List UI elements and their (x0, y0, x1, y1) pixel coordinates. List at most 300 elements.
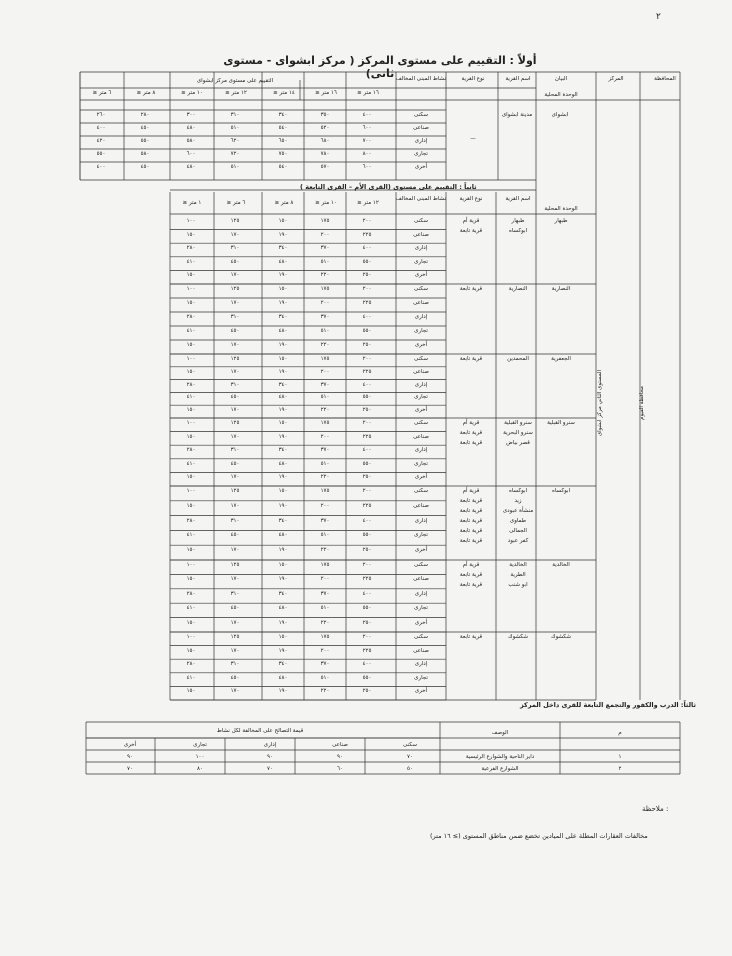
village-value: ٢٨٠ (186, 381, 196, 388)
page-mark: ٢ (656, 12, 661, 22)
village-value: ١٩٠ (278, 342, 288, 348)
header-eval-center: التقييم على مستوى مركز ابشواى (196, 78, 274, 84)
village-value: ١٩٠ (278, 300, 288, 306)
village-value: ١٧٠ (230, 576, 240, 583)
village-value: ٥٥٠ (362, 460, 372, 467)
village-value: ١٥٠ (186, 576, 196, 583)
center-village-type: — (470, 136, 476, 142)
village-activity: تجارى (414, 258, 428, 265)
village-value: ٢٢٠ (320, 474, 330, 481)
village-value: ١٥٠ (186, 433, 196, 440)
center-row-value: ٧٥٠ (278, 151, 288, 157)
village-value: ٥١٠ (320, 328, 330, 334)
village-value: ٣١٠ (230, 590, 240, 597)
village-activity: تجارى (414, 605, 428, 612)
village-value: ١٢٥ (230, 634, 240, 640)
bottom-row-value: ٨٠ (197, 766, 203, 772)
village-activity: سكنى (414, 286, 428, 292)
bottom-sub-col: أخرى (123, 742, 137, 748)
village-activity: أخرى (414, 547, 428, 554)
village-value: ٥١٠ (320, 674, 330, 681)
village-unit: الجعفرية (551, 356, 571, 362)
village-value: ٢٢٠ (320, 547, 330, 554)
center-local-unit: مدينة ابشواى (501, 112, 533, 118)
village-value: ٥٥٠ (362, 394, 372, 401)
center-row-value: ٧٠٠ (362, 138, 372, 144)
village-value: ١٧٥ (320, 420, 330, 426)
village-type: قرية تابعة (459, 430, 483, 436)
village-type: قرية أم (462, 218, 480, 224)
village-value: ٤٥٠ (230, 258, 240, 265)
header-village-name: اسم القرية (505, 76, 531, 82)
village-value: ٢٢٥ (362, 576, 372, 583)
village-value: ٢٢٥ (362, 231, 372, 238)
village-value: ٤٠٠ (362, 245, 372, 252)
village-activity: تجارى (414, 674, 428, 681)
village-value: ٥٥٠ (362, 674, 372, 681)
village-value: ٤٨٠ (278, 460, 288, 467)
village-value: ٢٠٠ (362, 286, 372, 292)
village-header-name: اسم القرية (505, 196, 531, 202)
village-value: ١٩٠ (278, 272, 288, 279)
village-activity: إدارى (414, 447, 428, 454)
village-value: ١٧٥ (320, 286, 330, 292)
village-value: ٤٥٠ (230, 328, 240, 334)
village-value: ١٩٠ (278, 368, 288, 375)
center-row-value: ٢٨٠ (140, 112, 150, 118)
village-value: ٣١٠ (230, 245, 240, 252)
village-value: ١٢٥ (230, 562, 240, 568)
village-name: سنرو البحرية (503, 430, 533, 436)
center-row-value: ٥٤٠ (278, 125, 288, 131)
bottom-sub-col: تجارى (193, 742, 207, 748)
village-value: ٣١٠ (230, 314, 240, 320)
village-type: قرية أم (462, 562, 480, 568)
village-value: ٥١٠ (320, 532, 330, 539)
center-row-value: ٦٨٠ (320, 138, 330, 144)
village-name: ابوكساه (509, 488, 527, 494)
village-value: ١٥٠ (278, 420, 288, 426)
center-row-value: ٤٠٠ (96, 164, 106, 170)
bottom-row-value: ٩٠ (127, 754, 133, 760)
village-value: ٥٥٠ (362, 328, 372, 334)
village-value: ٢٨٠ (186, 245, 196, 252)
village-activity: تجارى (414, 460, 428, 467)
village-value: ٢٥٠ (362, 342, 372, 348)
village-value: ٤١٠ (186, 394, 196, 401)
village-value: ٣١٠ (230, 517, 240, 524)
village-activity: صناعى (413, 231, 429, 238)
center-col-header: ≥ ٦ متر (92, 90, 112, 96)
village-value: ١٢٥ (230, 488, 240, 494)
village-value: ١٥٠ (186, 688, 196, 695)
village-value: ١٠٠ (186, 562, 196, 568)
center-row-value: ٤٢٠ (96, 138, 106, 144)
village-type: قرية تابعة (459, 518, 483, 524)
village-value: ١٧٠ (230, 619, 240, 626)
bottom-row-value: ٧٠ (407, 754, 413, 760)
center-row-activity: صناعى (413, 125, 429, 131)
village-header-type: نوع القرية (459, 196, 483, 202)
village-value: ٢٥٠ (362, 688, 372, 695)
bottom-row-value: ٧٠ (267, 766, 273, 772)
village-value: ١٠٠ (186, 286, 196, 292)
village-name: النصارية (508, 286, 528, 292)
village-value: ٣٧٠ (320, 447, 330, 454)
village-value: ٤٥٠ (230, 460, 240, 467)
center-row-value: ٦٥٠ (278, 138, 288, 144)
village-value: ١٥٠ (186, 474, 196, 481)
center-row-value: ٤٥٠ (140, 125, 150, 131)
center-row-activity: تجارى (414, 151, 428, 157)
header-local-unit: الوحدة المحلية (544, 92, 578, 98)
village-value: ١٥٠ (278, 634, 288, 640)
village-value: ١٥٠ (186, 547, 196, 554)
center-row-value: ٤٨٠ (186, 125, 196, 131)
village-value: ٣٤٠ (278, 517, 288, 524)
village-value: ١٢٥ (230, 420, 240, 426)
village-value: ١٩٠ (278, 547, 288, 554)
village-value: ١٩٠ (278, 647, 288, 654)
center-row-value: ٤٨٠ (186, 164, 196, 170)
village-name: سنرو القبلية (504, 420, 532, 426)
village-value: ٣١٠ (230, 661, 240, 668)
village-activity: إدارى (414, 590, 428, 597)
center-col-header: ≥ ١٢ متر (225, 90, 247, 96)
village-value: ٢٠٠ (362, 634, 372, 640)
village-activity: إدارى (414, 517, 428, 524)
village-value: ٣٤٠ (278, 661, 288, 668)
village-value: ٢٢٥ (362, 433, 372, 440)
village-value: ١٥٠ (186, 502, 196, 509)
village-value: ١٥٠ (186, 272, 196, 279)
village-value: ٢٠٠ (362, 356, 372, 362)
village-value: ١٠٠ (186, 488, 196, 494)
village-value: ١٧٥ (320, 562, 330, 568)
village-value: ١٥٠ (186, 407, 196, 414)
village-activity: أخرى (414, 342, 428, 348)
village-value: ٤١٠ (186, 605, 196, 612)
village-type: قرية تابعة (459, 572, 483, 578)
center-row-value: ٣٤٠ (278, 112, 288, 118)
center-row-value: ٥١٠ (230, 125, 240, 131)
village-value: ٤٠٠ (362, 447, 372, 454)
village-value: ٢٢٥ (362, 502, 372, 509)
center-row-value: ٤٠٠ (362, 112, 372, 118)
center-row-value: ٣١٠ (230, 112, 240, 118)
bottom-sub-col: سكنى (403, 742, 417, 748)
village-value: ٢٥٠ (362, 619, 372, 626)
village-activity: سكنى (414, 488, 428, 494)
village-value: ٢٢٠ (320, 619, 330, 626)
note-label: ملاحظة : (642, 805, 669, 813)
village-col-header: ≥ ١ متر (182, 200, 202, 206)
village-value: ٥١٠ (320, 460, 330, 467)
village-value: ٥٥٠ (362, 532, 372, 539)
village-value: ١٩٠ (278, 231, 288, 238)
village-value: ١٧٠ (230, 368, 240, 375)
village-value: ١٧٠ (230, 272, 240, 279)
village-value: ١٧٥ (320, 634, 330, 640)
village-value: ٢٨٠ (186, 661, 196, 668)
village-value: ١٥٠ (186, 342, 196, 348)
village-activity: إدارى (414, 661, 428, 668)
village-value: ٤١٠ (186, 674, 196, 681)
village-value: ٥١٠ (320, 394, 330, 401)
village-value: ٤٨٠ (278, 328, 288, 334)
village-value: ٣٧٠ (320, 590, 330, 597)
bottom-row-value: ١٠٠ (195, 754, 205, 760)
village-type: قرية تابعة (459, 508, 483, 514)
village-col-header: ≥ ١٢ متر (357, 200, 379, 206)
center-row-value: ٨٠٠ (362, 151, 372, 157)
village-value: ١٧٠ (230, 502, 240, 509)
village-name: قصر بياض (506, 440, 530, 446)
village-value: ٣٧٠ (320, 661, 330, 668)
center-row-value: ٤٥٠ (140, 164, 150, 170)
bottom-row-desc: داير الناحية والشوارع الرئيسية (465, 754, 535, 760)
village-value: ١٧٠ (230, 547, 240, 554)
center-row-value: ٥١٠ (230, 164, 240, 170)
center-row-activity: سكنى (414, 112, 428, 118)
header-statement: البيان (554, 76, 568, 82)
bottom-col-num: م (618, 730, 622, 736)
village-value: ٤١٠ (186, 258, 196, 265)
village-value: ٢٢٥ (362, 647, 372, 654)
center-col-header: ≥ ٨ متر (136, 90, 156, 96)
village-value: ١٥٠ (186, 300, 196, 306)
village-value: ٣٧٠ (320, 517, 330, 524)
village-type: قرية تابعة (459, 528, 483, 534)
village-value: ١٧٠ (230, 688, 240, 695)
village-activity: صناعى (413, 368, 429, 375)
village-name: زيد (514, 498, 522, 504)
village-value: ١٠٠ (186, 356, 196, 362)
village-header-unit: الوحدة المحلية (544, 206, 578, 212)
village-value: ١٧٠ (230, 647, 240, 654)
village-name: كفر عبود (507, 538, 529, 544)
center-row-value: ٥٨٠ (140, 151, 150, 157)
center-row-value: ٦٢٠ (230, 138, 240, 144)
village-col-header: ≥ ١٠ متر (315, 200, 337, 206)
village-value: ٢٨٠ (186, 590, 196, 597)
village-value: ٢٨٠ (186, 447, 196, 454)
village-value: ٤٥٠ (230, 394, 240, 401)
village-type: قرية تابعة (459, 356, 483, 362)
village-name: المحمدين (507, 356, 529, 362)
village-type: قرية تابعة (459, 286, 483, 292)
village-value: ٢٠٠ (362, 488, 372, 494)
center-row-value: ٥٨٠ (186, 138, 196, 144)
village-name: طماوى (509, 518, 527, 524)
village-activity: صناعى (413, 300, 429, 306)
village-value: ٢٠٠ (320, 647, 330, 654)
village-activity: سكنى (414, 420, 428, 426)
village-value: ٤٨٠ (278, 605, 288, 612)
village-unit: سنرو القبلية (547, 420, 575, 426)
center-row-value: ٣٥٠ (320, 112, 330, 118)
header-governorate: المحافظة (654, 76, 676, 82)
village-value: ٤٠٠ (362, 661, 372, 668)
center-row-value: ٧٢٠ (230, 151, 240, 157)
village-value: ٤٨٠ (278, 394, 288, 401)
village-activity: سكنى (414, 356, 428, 362)
village-value: ٢٢٠ (320, 407, 330, 414)
village-value: ٣٤٠ (278, 447, 288, 454)
village-value: ١٥٠ (278, 488, 288, 494)
village-value: ٢٠٠ (362, 420, 372, 426)
bottom-col-desc: الوصف (491, 730, 509, 736)
village-activity: تجارى (414, 532, 428, 539)
center-row-value: ٧٨٠ (320, 151, 330, 157)
village-value: ١٧٠ (230, 300, 240, 306)
village-unit: شكشوك (551, 634, 571, 640)
village-value: ١٧٠ (230, 474, 240, 481)
vertical-center: المستوى الثاني مركز ابشواى (597, 369, 603, 437)
village-value: ٢٠٠ (362, 218, 372, 224)
village-value: ١٥٠ (278, 356, 288, 362)
village-activity: صناعى (413, 647, 429, 654)
village-value: ١٥٠ (278, 218, 288, 224)
village-unit: الخالدية (552, 562, 570, 568)
village-name: الخالدية (509, 562, 527, 568)
village-value: ١٩٠ (278, 576, 288, 583)
village-unit: طبهار (554, 218, 568, 224)
village-value: ٣١٠ (230, 447, 240, 454)
village-type: قرية تابعة (459, 498, 483, 504)
village-value: ٢٠٠ (320, 300, 330, 306)
center-row-activity: إدارى (414, 138, 428, 144)
center-row-value: ٥٥٠ (96, 151, 106, 157)
section2-title: ثانياً : التقييم على مستوى (القرى الأم – القرى التابعة ) (300, 183, 477, 191)
village-value: ٢٠٠ (320, 231, 330, 238)
village-value: ٤٨٠ (278, 258, 288, 265)
village-name: منشأة عبودى (502, 508, 534, 514)
center-village: ابشواى (551, 112, 569, 118)
village-value: ١٧٥ (320, 218, 330, 224)
village-value: ١٢٥ (230, 218, 240, 224)
village-activity: أخرى (414, 688, 428, 695)
village-value: ٥١٠ (320, 605, 330, 612)
village-name: الطرية (510, 572, 526, 578)
village-value: ٤٥٠ (230, 674, 240, 681)
village-activity: إدارى (414, 314, 428, 320)
center-row-value: ٥٤٠ (278, 164, 288, 170)
center-row-value: ٥٧٠ (320, 164, 330, 170)
village-value: ٢٨٠ (186, 314, 196, 320)
village-type: قرية تابعة (459, 634, 483, 640)
village-value: ١٧٥ (320, 356, 330, 362)
center-row-activity: أخرى (414, 164, 428, 170)
header-village-type: نوع القرية (461, 76, 485, 82)
bottom-row-num: ٢ (618, 766, 622, 772)
page-title: أولاً : التقييم على مستوى المركز ( مركز ابشواى - مستوى ثانى) (223, 54, 537, 80)
village-name: الجمالى (509, 528, 527, 534)
bottom-row-value: ٦٠ (337, 766, 343, 772)
village-value: ١٧٠ (230, 231, 240, 238)
village-value: ٣٤٠ (278, 590, 288, 597)
center-col-header: ≥ ١٦ متر (357, 90, 379, 96)
village-value: ٤٥٠ (230, 532, 240, 539)
bottom-sub-col: إدارى (263, 742, 277, 748)
village-value: ٢٥٠ (362, 474, 372, 481)
header-activity: نشاط المبنى المخالف (396, 76, 446, 82)
village-value: ١٠٠ (186, 218, 196, 224)
village-value: ١٧٠ (230, 342, 240, 348)
village-value: ٢٠٠ (362, 562, 372, 568)
village-value: ٢٨٠ (186, 517, 196, 524)
village-name: طبهار (511, 218, 525, 224)
village-value: ٣٤٠ (278, 381, 288, 388)
village-activity: إدارى (414, 245, 428, 252)
village-unit: ابوكساه (552, 488, 570, 494)
center-row-value: ٦٠٠ (186, 151, 196, 157)
village-value: ١٩٠ (278, 502, 288, 509)
bottom-sub-col: صناعى (332, 742, 348, 748)
village-value: ٤٠٠ (362, 381, 372, 388)
village-header-activity: نشاط المبنى المخالف (396, 196, 446, 202)
village-value: ٤٥٠ (230, 605, 240, 612)
village-activity: سكنى (414, 634, 428, 640)
village-activity: تجارى (414, 394, 428, 401)
bottom-row-desc: الشوارع الفرعية (481, 766, 519, 772)
village-type: قرية أم (462, 420, 480, 426)
village-value: ١٥٠ (278, 562, 288, 568)
village-activity: سكنى (414, 218, 428, 224)
bottom-row-value: ٥٠ (407, 766, 413, 772)
village-value: ٤٠٠ (362, 590, 372, 597)
bottom-row-value: ٩٠ (337, 754, 343, 760)
village-value: ٤١٠ (186, 532, 196, 539)
village-activity: أخرى (414, 619, 428, 626)
header-center: المركز (608, 76, 624, 82)
village-value: ١٥٠ (278, 286, 288, 292)
village-value: ٢٢٠ (320, 272, 330, 279)
village-value: ١٠٠ (186, 634, 196, 640)
village-name: ابو شنب (508, 582, 528, 588)
village-activity: صناعى (413, 502, 429, 509)
village-value: ٣٧٠ (320, 314, 330, 320)
village-value: ٤٠٠ (362, 314, 372, 320)
village-activity: أخرى (414, 407, 428, 414)
village-col-header: ≥ ٨ متر (274, 200, 294, 206)
village-value: ١٥٠ (186, 231, 196, 238)
center-row-value: ٢٦٠ (96, 112, 106, 118)
bottom-value-header: قيمة التصالح على المخالفة لكل نشاط (216, 728, 304, 734)
village-value: ١٢٥ (230, 356, 240, 362)
village-value: ١٩٠ (278, 433, 288, 440)
center-row-value: ٥٢٠ (320, 125, 330, 131)
village-value: ١٩٠ (278, 619, 288, 626)
village-value: ٤١٠ (186, 460, 196, 467)
village-type: قرية تابعة (459, 440, 483, 446)
village-value: ٤٠٠ (362, 517, 372, 524)
village-value: ٢٥٠ (362, 547, 372, 554)
center-col-header: ≥ ١٤ متر (273, 90, 295, 96)
center-row-value: ٣٠٠ (186, 112, 196, 118)
village-value: ٢٢٥ (362, 368, 372, 375)
village-value: ٢٢٥ (362, 300, 372, 306)
village-type: قرية تابعة (459, 582, 483, 588)
village-value: ١٠٠ (186, 420, 196, 426)
section3-title: ثالثاً: الدرب والكفور والتجمع التابعة للقرى داخل المركز (520, 701, 696, 709)
village-value: ١٩٠ (278, 474, 288, 481)
village-value: ٢٠٠ (320, 433, 330, 440)
bottom-row-value: ٩٠ (267, 754, 273, 760)
village-value: ٢٥٠ (362, 272, 372, 279)
village-value: ١٥٠ (186, 619, 196, 626)
village-value: ١٩٠ (278, 407, 288, 414)
